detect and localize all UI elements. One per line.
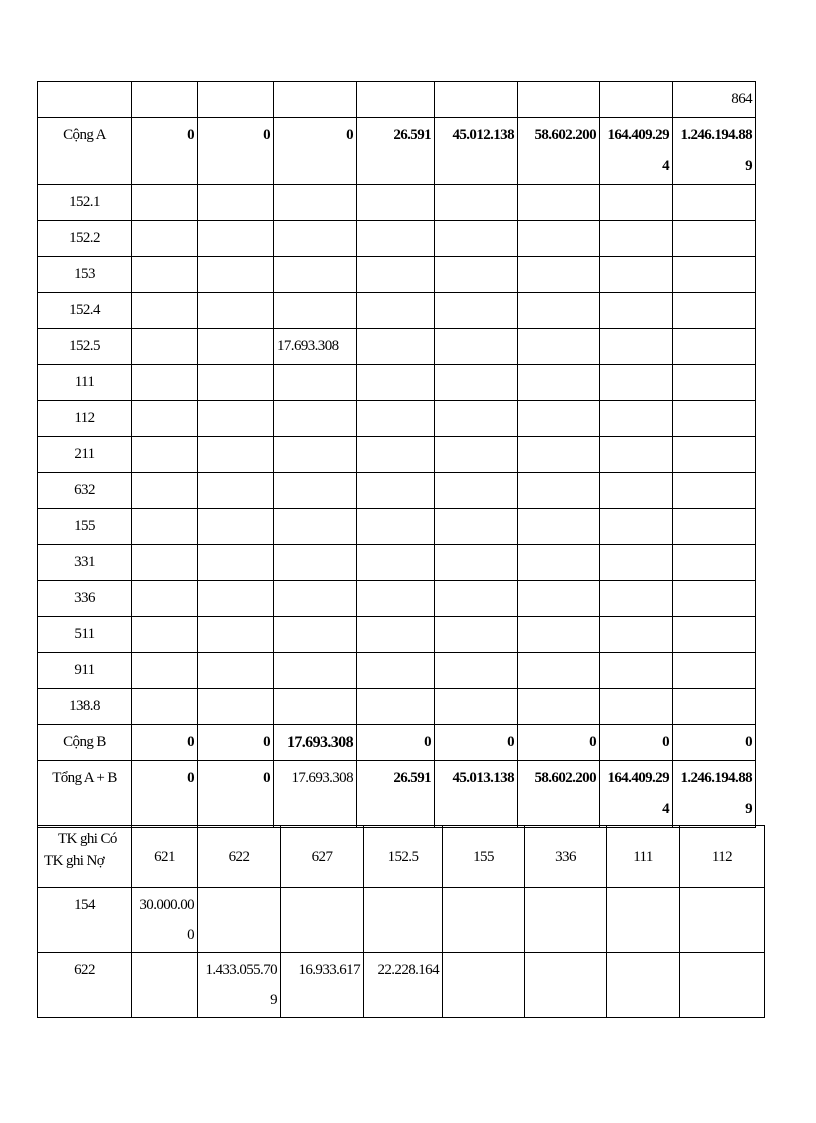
cell-value: 0	[198, 118, 274, 185]
table-row	[38, 653, 756, 689]
table-row-cong-a	[38, 118, 756, 185]
table-row	[38, 473, 756, 509]
cell-value	[198, 888, 281, 953]
row-label: 336	[38, 581, 132, 617]
cell-value: 0	[274, 118, 357, 185]
table-row	[38, 257, 756, 293]
cell-value	[274, 473, 357, 509]
cell-value: 1.433.055.709	[198, 953, 281, 1018]
row-label: 511	[38, 617, 132, 653]
corner-header	[38, 826, 132, 888]
cell-value: 1.246.194.889	[673, 761, 756, 828]
cell-value: 164.409.294	[600, 118, 673, 185]
cell-value	[274, 401, 357, 437]
table-row	[38, 221, 756, 257]
cell-value	[274, 509, 357, 545]
cell-value: 0	[198, 761, 274, 828]
cell-value: 1.246.194.889	[673, 118, 756, 185]
table-row	[38, 185, 756, 221]
cell-value	[274, 257, 357, 293]
table-row-cong-b	[38, 725, 756, 761]
column-header: 111	[607, 826, 680, 888]
cell-value: 0	[357, 725, 435, 761]
row-label: 152.1	[38, 185, 132, 221]
allocation-table	[37, 825, 765, 1018]
row-label: Cộng B	[38, 725, 132, 761]
row-label: 138.8	[38, 689, 132, 725]
table-row	[38, 82, 756, 118]
cell-value: 0	[600, 725, 673, 761]
table-header-row	[38, 826, 765, 888]
cell-value: 58.602.200	[518, 118, 600, 185]
debit-account-label: TK ghi Nợ	[44, 853, 105, 869]
cell-value: 864	[673, 82, 756, 118]
table-row-tong	[38, 761, 756, 828]
cell-value	[281, 888, 364, 953]
cell-value: 45.013.138	[435, 761, 518, 828]
cell-value: 0	[132, 725, 198, 761]
row-label: 152.5	[38, 329, 132, 365]
row-label: 911	[38, 653, 132, 689]
row-label: 111	[38, 365, 132, 401]
table-row	[38, 617, 756, 653]
row-label: 155	[38, 509, 132, 545]
row-label: 152.4	[38, 293, 132, 329]
cell-value	[274, 545, 357, 581]
cell-value: 0	[435, 725, 518, 761]
row-label: 331	[38, 545, 132, 581]
cell-value: 0	[673, 725, 756, 761]
row-label: 211	[38, 437, 132, 473]
column-header: 152.5	[364, 826, 443, 888]
cell-value: 16.933.617	[281, 953, 364, 1018]
table-row	[38, 545, 756, 581]
column-header: 621	[132, 826, 198, 888]
cell-value	[274, 293, 357, 329]
cell-value	[274, 581, 357, 617]
table-row	[38, 509, 756, 545]
credit-account-label: TK ghi Có	[58, 831, 117, 847]
row-label: 154	[38, 888, 132, 953]
row-label: 622	[38, 953, 132, 1018]
row-label: 112	[38, 401, 132, 437]
cell-value	[274, 617, 357, 653]
cell-value	[274, 365, 357, 401]
column-header: 155	[443, 826, 525, 888]
cell-value: 0	[132, 761, 198, 828]
cell-value: 45.012.138	[435, 118, 518, 185]
cell-value	[274, 221, 357, 257]
row-label: Tổng A + B	[38, 761, 132, 828]
table-row	[38, 953, 765, 1018]
column-header: 336	[525, 826, 607, 888]
cell-value	[364, 888, 443, 953]
row-label: 152.2	[38, 221, 132, 257]
column-header: 622	[198, 826, 281, 888]
cell-value: 58.602.200	[518, 761, 600, 828]
cell-value: 164.409.294	[600, 761, 673, 828]
cell-value	[132, 953, 198, 1018]
row-label: 153	[38, 257, 132, 293]
table-row	[38, 329, 756, 365]
row-label: Cộng A	[38, 118, 132, 185]
cell-value: 17.693.308	[274, 761, 357, 828]
row-label: 632	[38, 473, 132, 509]
table-row	[38, 888, 765, 953]
cell-value	[274, 653, 357, 689]
cell-value: 0	[518, 725, 600, 761]
cell-value: 0	[132, 118, 198, 185]
ledger-table-continued	[37, 81, 756, 828]
table-row	[38, 401, 756, 437]
table-row	[38, 365, 756, 401]
column-header: 627	[281, 826, 364, 888]
cell-value: 17.693.308	[274, 329, 357, 365]
table-row	[38, 689, 756, 725]
table-row	[38, 581, 756, 617]
cell-value: 30.000.000	[132, 888, 198, 953]
column-header: 112	[680, 826, 765, 888]
cell-value: 26.591	[357, 118, 435, 185]
table-row	[38, 437, 756, 473]
cell-value: 0	[198, 725, 274, 761]
table-row	[38, 293, 756, 329]
cell-value: 17.693.308	[274, 725, 357, 761]
cell-value: 26.591	[357, 761, 435, 828]
cell-value	[274, 689, 357, 725]
cell-value	[274, 437, 357, 473]
cell-value	[274, 185, 357, 221]
cell-value: 22.228.164	[364, 953, 443, 1018]
